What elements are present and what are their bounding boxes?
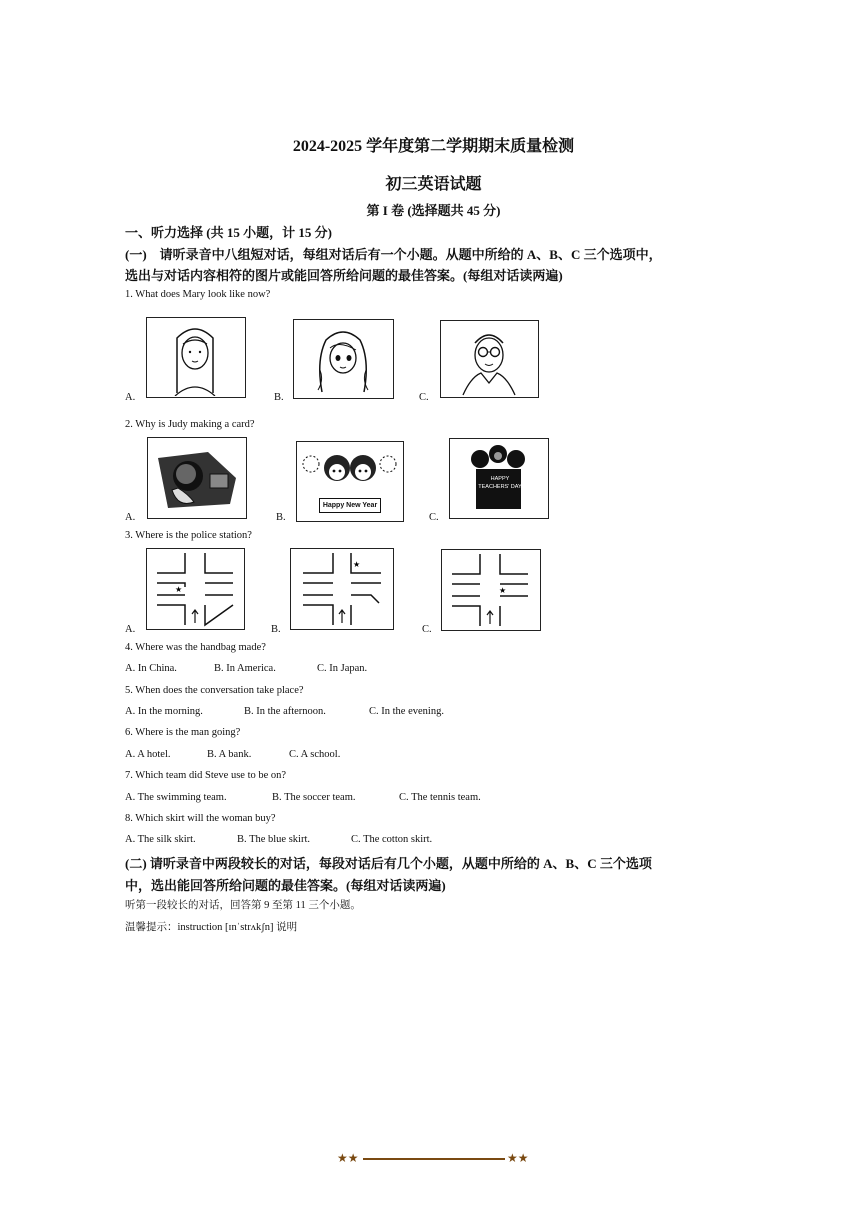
girl-wavy-hair-icon — [294, 320, 392, 397]
q3-option-a-label: A. — [125, 624, 136, 635]
q2-image-c[interactable] — [449, 438, 549, 519]
q5-option-c[interactable]: C. In the evening. — [369, 706, 444, 717]
q8-option-b[interactable]: B. The blue skirt. — [237, 834, 311, 845]
police-station-star-icon: ★ — [499, 586, 507, 595]
q7-option-c[interactable]: C. The tennis team. — [399, 792, 481, 803]
q6-option-a[interactable]: A. A hotel. — [125, 749, 171, 760]
section2-instructions-line2: 中，选出能回答所给问题的最佳答案。(每组对话读两遍) — [125, 878, 446, 893]
q2-image-a[interactable] — [147, 437, 247, 519]
q6-option-c[interactable]: C. A school. — [289, 749, 341, 760]
man-glasses-icon — [441, 321, 537, 396]
street-map-icon — [147, 549, 243, 628]
section2-note: 听第一段较长的对话，回答第 9 至第 11 三个小题。 — [125, 900, 361, 911]
footer-line — [363, 1158, 505, 1160]
street-map-icon — [291, 549, 392, 628]
q8-option-a[interactable]: A. The silk skirt. — [125, 834, 196, 845]
q1-option-a-label: A. — [125, 392, 136, 403]
footer-stars-left: ★★ — [337, 1151, 359, 1165]
question-5: 5. When does the conversation take place? — [125, 685, 304, 696]
q7-option-b[interactable]: B. The soccer team. — [272, 792, 356, 803]
vocabulary-hint: 温馨提示：instruction [ɪnˈstrʌkʃn] 说明 — [125, 922, 298, 933]
teachers-day-card-text: HAPPY TEACHERS' DAY — [478, 476, 522, 490]
question-7: 7. Which team did Steve use to be on? — [125, 770, 287, 781]
woman-long-hair-icon — [147, 318, 244, 396]
new-year-card-text: Happy New Year — [319, 498, 381, 513]
footer-stars-right: ★★ — [507, 1151, 529, 1165]
q1-image-c[interactable] — [440, 320, 539, 398]
part-heading: 第 I 卷 (选择题共 45 分) — [366, 203, 501, 218]
section1-instructions-line1: (一) 请听录音中八组短对话，每组对话后有一个小题。从题中所给的 A、B、C 三个选项中， — [125, 247, 662, 262]
q2-image-b[interactable] — [296, 441, 404, 522]
police-station-star-icon: ★ — [353, 560, 361, 569]
q3-map-a[interactable] — [146, 548, 245, 630]
q1-image-b[interactable] — [293, 319, 394, 399]
q2-option-b-label: B. — [276, 512, 286, 523]
section1-instructions-line2: 选出与对话内容相符的图片或能回答所给问题的最佳答案。(每组对话读两遍) — [125, 268, 563, 283]
q1-option-c-label: C. — [419, 392, 429, 403]
q5-option-b[interactable]: B. In the afternoon. — [244, 706, 326, 717]
question-1: 1. What does Mary look like now? — [125, 289, 271, 300]
birthday-card-icon — [148, 438, 245, 517]
footer-ornament — [335, 1151, 535, 1167]
q3-option-b-label: B. — [271, 624, 281, 635]
q7-option-a[interactable]: A. The swimming team. — [125, 792, 227, 803]
q4-option-b[interactable]: B. In America. — [214, 663, 276, 674]
question-8: 8. Which skirt will the woman buy? — [125, 813, 276, 824]
section1-heading: 一、听力选择 (共 15 小题，计 15 分) — [125, 225, 332, 240]
q3-map-c[interactable] — [441, 549, 541, 631]
q4-option-a[interactable]: A. In China. — [125, 663, 177, 674]
new-year-card-icon — [297, 442, 402, 502]
question-4: 4. Where was the handbag made? — [125, 642, 266, 653]
q4-option-c[interactable]: C. In Japan. — [317, 663, 368, 674]
q8-option-c[interactable]: C. The cotton skirt. — [351, 834, 433, 845]
q1-option-b-label: B. — [274, 392, 284, 403]
street-map-icon — [442, 550, 539, 629]
q2-option-a-label: A. — [125, 512, 136, 523]
page-subtitle: 初三英语试题 — [385, 176, 482, 193]
q2-option-c-label: C. — [429, 512, 439, 523]
q5-option-a[interactable]: A. In the morning. — [125, 706, 203, 717]
q3-option-c-label: C. — [422, 624, 432, 635]
police-station-star-icon: ★ — [175, 585, 183, 594]
q1-image-a[interactable] — [146, 317, 246, 398]
q6-option-b[interactable]: B. A bank. — [207, 749, 252, 760]
question-2: 2. Why is Judy making a card? — [125, 419, 255, 430]
page-title: 2024-2025 学年度第二学期期末质量检测 — [292, 138, 575, 155]
q3-map-b[interactable] — [290, 548, 394, 630]
question-6: 6. Where is the man going? — [125, 727, 241, 738]
section2-instructions-line1: (二) 请听录音中两段较长的对话，每段对话后有几个小题，从题中所给的 A、B、C 三个选项 — [125, 856, 652, 871]
question-3: 3. Where is the police station? — [125, 530, 252, 541]
